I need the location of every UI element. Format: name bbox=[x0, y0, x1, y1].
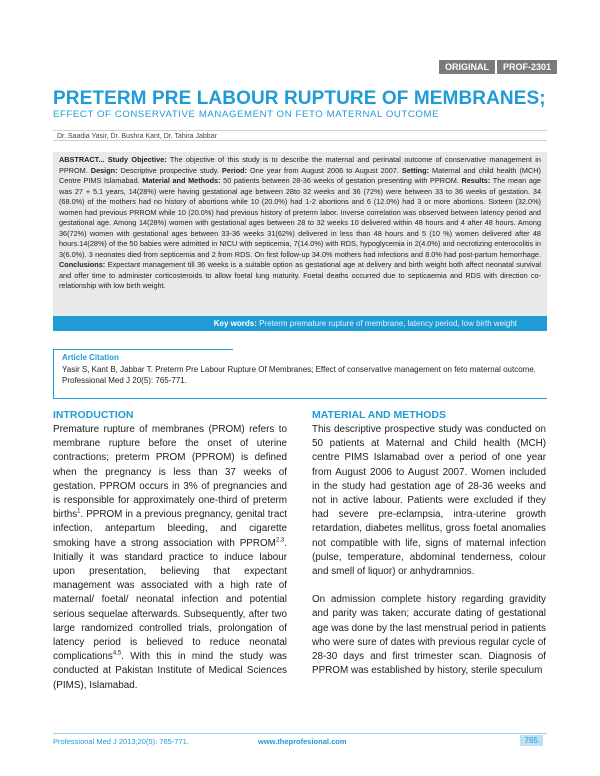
abstract-results-label: Results: bbox=[461, 176, 491, 185]
abstract-objective: The objective of this study is to describe the maternal and perinatal outcome of conservative management in PPROM. bbox=[59, 155, 541, 175]
right-column bbox=[312, 409, 546, 678]
citation-superscript: 2,3 bbox=[275, 537, 285, 544]
abstract-text bbox=[59, 155, 541, 292]
abstract-period: One year from August 2006 to August 2007. bbox=[247, 165, 402, 175]
abstract-methods-label: Material and Methods: bbox=[142, 176, 221, 185]
abstract-results: The mean age was 27 + 5.1 years, 14(28%) were having gestational age between 28to 32 weeks and 36 (72%) were between 33 to 36 weeks of gestation. 34 (68.0%) of the mothers had no history of abortions while 10 (20.0%) had 1-2 abortions and 6 (12.0%) had 3 or more abortions. Sixteen (32.0%) women had previous PRROM while 10 (20.0%) had previous history of preterm labor. Inverse correlation was observed between latency period and gestational age. Among 14(28%) women with gestational ages between 28 to 32 weeks 10 delivered within 48 hours and 4 after 48 hours. Among 36(72%) women with gestational ages between 33-36 weeks 31(62%) delivered in less than 48 hours and 5 (10 %) women delivered after 48 hours.14(28%) of the 50 babies were admitted in NICU with septicemia, 7(14.0%) with RDS, hypoglycemia in 2(4.0%) and necrotizing enterocolitis in 3(6.0%). 3 neonates died from septicemia and 2 from RDS. On first follow-up 34.0% mothers had infections and 8.0% had post-partum hemorrhage. bbox=[59, 176, 541, 259]
article-subtitle: EFFECT OF CONSERVATIVE MANAGEMENT ON FETO MATERNAL OUTCOME bbox=[53, 109, 440, 120]
abstract-methods: 50 patients between 28-36 weeks of gestation presenting with PPROM. bbox=[220, 176, 462, 185]
citation-superscript: 4,5 bbox=[112, 650, 122, 657]
keywords-text: Preterm premature rupture of membrane, latency period, low birth weight bbox=[256, 319, 517, 328]
introduction-paragraph bbox=[53, 423, 287, 693]
abstract-conclusions: Expectant management till 36 weeks is a suitable option as gestational age at delivery and birth weight both affect neonatal survival and offer time to administer corticosteroids to allow foetal lung maturity. Foetal deaths occurred due to septicaemia and RDS with direction co-relationship with low birth weight. bbox=[59, 260, 541, 290]
page-number: 765 bbox=[520, 735, 543, 746]
citation-heading: Article Citation bbox=[62, 353, 119, 362]
keywords-label: Key words: bbox=[213, 319, 257, 328]
methods-paragraph-2: On admission complete history regarding gravidity and parity was taken; accurate dating of gestational age was done by the last menstrual period in patients who were sure of dates with previous regular cycle of 28-30 days and first trimester scan. Diagnosis of PPROM was established by history, sterile speculum bbox=[312, 594, 546, 677]
left-column bbox=[53, 409, 287, 693]
abstract-setting: Maternal and child health (MCH) Centre PIMS Islamabad. bbox=[59, 165, 541, 185]
intro-text-3: . Initially it was standard practice to induce labour upon presentation, believing that expectant management was associated with a high rate of maternal/ foetal/ neonatal infection and potential serious sequelae afterwards. Subsequently, after two large randomized controlled trials, prolongation of latency period is believed to reduce neonatal complications bbox=[53, 537, 287, 663]
citation-text: Yasir S, Kant B, Jabbar T. Preterm Pre Labour Rupture Of Membranes; Effect of conservative management on feto maternal outcome. Professional Med J 20(5): 765-771. bbox=[62, 365, 537, 385]
article-title: PRETERM PRE LABOUR RUPTURE OF MEMBRANES; bbox=[53, 88, 546, 109]
article-citation-box bbox=[53, 349, 547, 399]
article-type-tags bbox=[439, 60, 557, 74]
intro-text-1: Premature rupture of membranes (PROM) refers to membrane rupture before the onset of uterine contractions; preterm PROM (PPROM) is defined when the pregnancy is less than 37 weeks of gestation. PPROM occurs in 3% of pregnancies and is responsible for approximately one-third of preterm births bbox=[53, 424, 287, 521]
methods-heading: MATERIAL AND METHODS bbox=[312, 409, 446, 421]
abstract-design: Descriptive prospective study. bbox=[117, 165, 222, 175]
abstract-lead: ABSTRACT... Study Objective: bbox=[59, 155, 167, 164]
abstract-design-label: Design: bbox=[90, 165, 118, 175]
footer-website-link[interactable]: www.theprofesional.com bbox=[258, 737, 347, 746]
abstract-box bbox=[53, 152, 547, 316]
author-list: Dr. Saadia Yasir, Dr. Bushra Kant, Dr. Tahira Jabbar bbox=[53, 130, 547, 141]
footer-journal: Professional Med J 2013;20(5): 765-771. bbox=[53, 737, 189, 746]
intro-text-4: . With this in mind the study was conducted at Pakistan Institute of Medical Sciences (PIMS), Islamabad. bbox=[53, 651, 287, 691]
abstract-setting-label: Setting: bbox=[401, 165, 430, 175]
citation-superscript: 1 bbox=[77, 508, 81, 515]
keywords-bar bbox=[53, 316, 547, 331]
abstract-conclusions-label: Conclusions: bbox=[59, 260, 106, 269]
article-type-tag: ORIGINAL bbox=[439, 60, 495, 74]
introduction-heading: INTRODUCTION bbox=[53, 409, 134, 421]
intro-text-2: . PPROM in a previous pregnancy, genital tract infection, antepartum bleeding, and cigarette smoking have a strong association with PPROM bbox=[53, 509, 287, 549]
methods-paragraph-1: This descriptive prospective study was conducted on 50 patients at Maternal and Child health (MCH) centre PIMS Islamabad over a period of one year from August 2006 to August 2007. Women included in the study had gestation age of 28-36 weeks and not in active labour. Patients were excluded if they had severe pre-eclampsia, intra-uterine growth retardation, diabetes mellitus, gross foetal anomalies not compatible with life, signs of maternal infection (pulse, temperature, abdominal tenderness, colour and smell of liquor) or anhydramnios. bbox=[312, 424, 546, 578]
page-footer bbox=[53, 733, 547, 748]
article-code-tag: PROF-2301 bbox=[497, 60, 557, 74]
abstract-period-label: Period: bbox=[221, 165, 248, 175]
